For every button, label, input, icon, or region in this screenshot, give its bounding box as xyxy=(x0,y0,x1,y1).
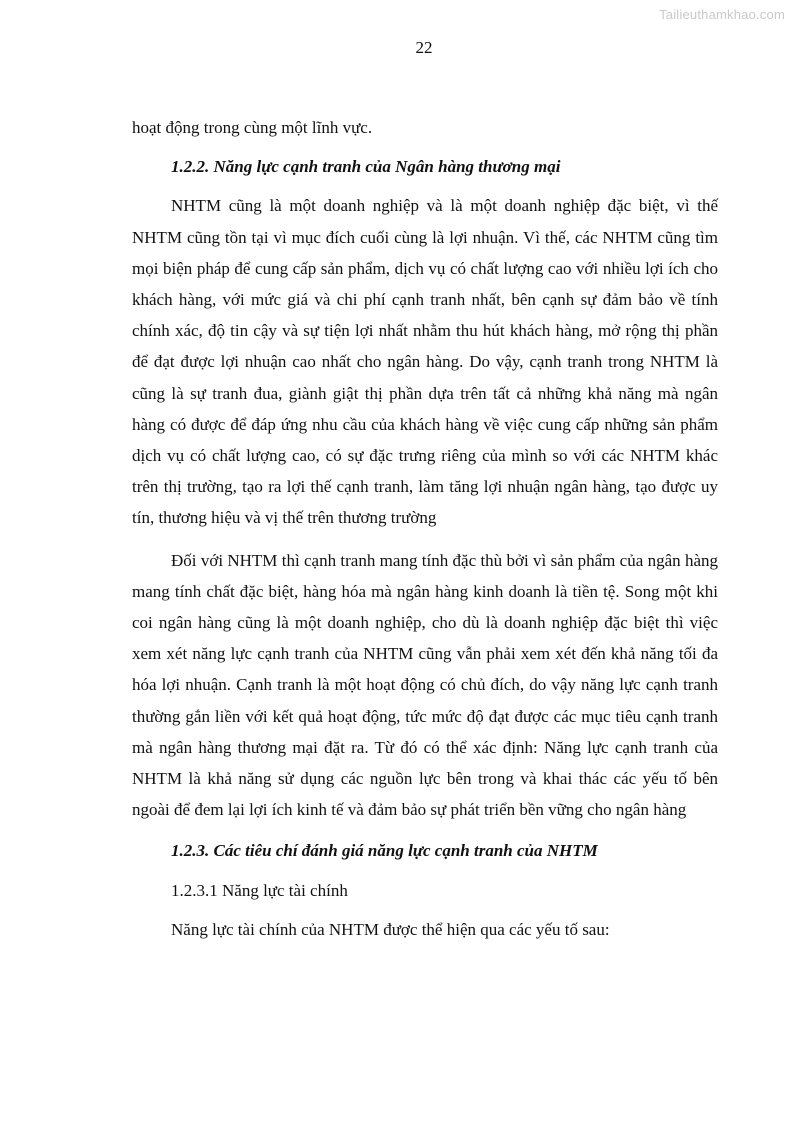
section-heading-1-2-3: 1.2.3. Các tiêu chí đánh giá năng lực cạnh tranh của NHTM xyxy=(171,841,598,861)
watermark: Tailieuthamkhao.com xyxy=(659,7,785,22)
intro-line: hoạt động trong cùng một lĩnh vực. xyxy=(132,118,373,137)
subsection-heading-1-2-3-1: 1.2.3.1 Năng lực tài chính xyxy=(171,880,348,900)
paragraph-2: Đối với NHTM thì cạnh tranh mang tính đặc thù bởi vì sản phẩm của ngân hàng mang tính chất đặc biệt, hàng hóa mà ngân hàng kinh doanh là tiền tệ. Song một khi coi ngân hàng cũng là một doanh nghiệp, cho dù là doanh nghiệp đặc biệt thì việc xem xét năng lực cạnh tranh của NHTM cũng vẫn phải xem xét đến khả năng tối đa hóa lợi nhuận. Cạnh tranh là một hoạt động có chủ đích, do vậy năng lực cạnh tranh thường gắn liền với kết quả hoạt động, tức mức độ đạt được các mục tiêu cạnh tranh mà ngân hàng thương mại đặt ra. Từ đó có thể xác định: Năng lực cạnh tranh của NHTM là khả năng sử dụng các nguồn lực bên trong và khai thác các yếu tố bên ngoài để đem lại lợi ích kinh tế và đảm bảo sự phát triển bền vững cho ngân hàng xyxy=(132,550,718,820)
document-body xyxy=(132,112,718,945)
final-line: Năng lực tài chính của NHTM được thể hiện qua các yếu tố sau: xyxy=(171,919,610,939)
section-heading-1-2-2: 1.2.2. Năng lực cạnh tranh của Ngân hàng thương mại xyxy=(171,157,561,177)
paragraph-1: NHTM cũng là một doanh nghiệp và là một doanh nghiệp đặc biệt, vì thế NHTM cũng tồn tại vì mục đích cuối cùng là lợi nhuận. Vì thế, các NHTM cũng tìm mọi biện pháp để cung cấp sản phẩm, dịch vụ có chất lượng cao với nhiều lợi ích cho khách hàng, với mức giá và chi phí cạnh tranh nhất, bên cạnh sự đảm bảo về tính chính xác, độ tin cậy và sự tiện lợi nhất nhằm thu hút khách hàng, mở rộng thị phần để đạt được lợi nhuận cao nhất cho ngân hàng. Do vậy, cạnh tranh trong NHTM là cũng là sự tranh đua, giành giật thị phần dựa trên tất cả những khả năng mà ngân hàng có được để đáp ứng nhu cầu của khách hàng về việc cung cấp những sản phẩm dịch vụ có chất lượng cao, có sự đặc trưng riêng của mình so với các NHTM khác trên thị trường, tạo ra lợi thế cạnh tranh, làm tăng lợi nhuận ngân hàng, tạo được uy tín, thương hiệu và vị thế trên thương trường xyxy=(132,196,718,528)
page-number: 22 xyxy=(415,38,433,57)
